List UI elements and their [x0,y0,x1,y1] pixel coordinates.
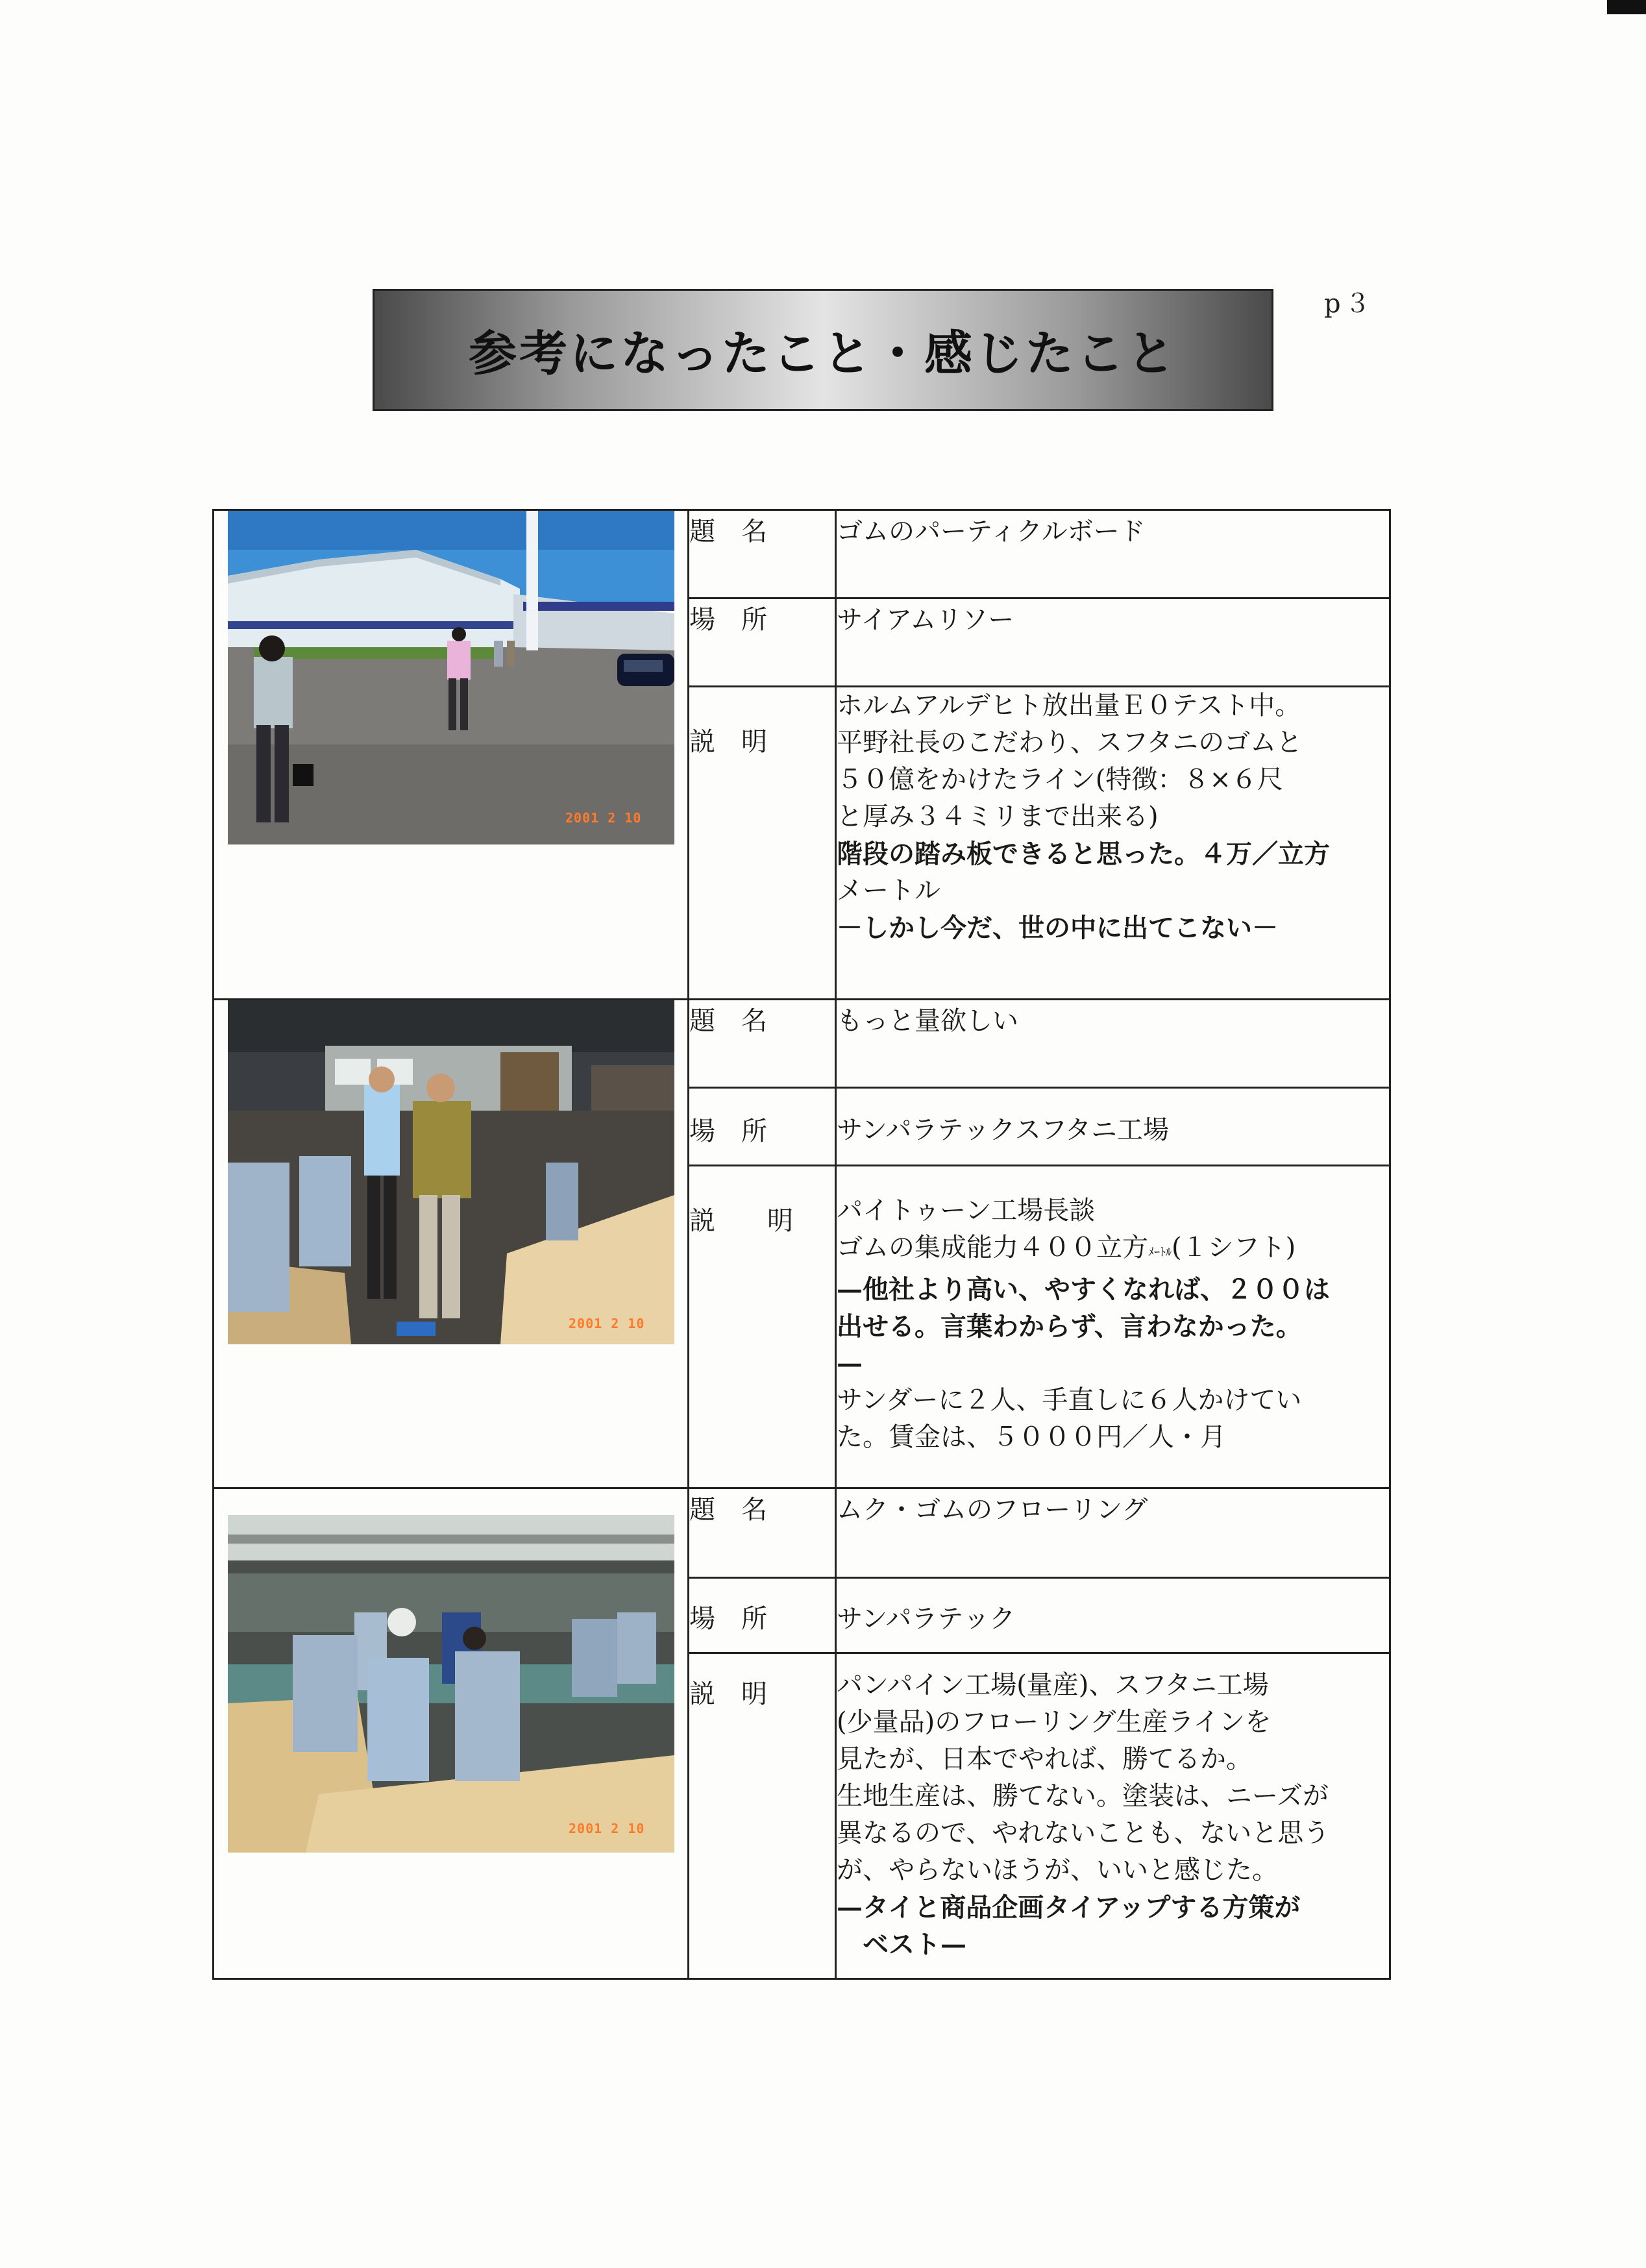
desc-line: 出せる。言葉わからず、言わなかった。 [837,1311,1302,1342]
desc-line: — [837,1348,863,1379]
entry-3-place-label: 場 所 [689,1578,836,1653]
desc-line: が、やらないほうが、いいと感じた。 [837,1855,1278,1885]
entry-1-desc [836,687,1390,1000]
desc-line: —他社より高い、やすくなれば、２００は [837,1274,1330,1305]
desc-line: サンダーに２人、手直しに６人かけてい [837,1385,1302,1415]
entry-2-photo-date: 2001 2 10 [568,1316,645,1331]
entry-1-title-row [214,510,1390,598]
desc-line: 異なるので、やれないことも、ないと思う [837,1818,1330,1848]
page-title-box [373,289,1273,411]
desc-line: た。賃金は、５０００円／人・月 [837,1422,1226,1452]
desc-line: パンパイン工場(量産)、スフタニ工場 [837,1670,1269,1700]
entry-2-desc-label: 説 明 [689,1166,836,1488]
report-table [212,509,1391,1980]
desc-line: 見たが、日本でやれば、勝てるか。 [837,1744,1252,1774]
entry-1-title-value: ゴムのパーティクルボード [836,510,1390,598]
page-title: 参考になったこと・感じたこと [469,326,1177,382]
scan-corner-mark [1607,0,1646,14]
desc-line: 生地生産は、勝てない。塗装は、ニーズが [837,1781,1329,1811]
entry-3-flooring-line-photo [228,1515,674,1853]
entry-2-place-value: サンパラテックスフタニ工場 [836,1088,1390,1166]
entry-3-photo-cell [214,1488,689,1979]
entry-1-place-value: サイアムリソー [836,598,1390,687]
entry-1-photo-cell [214,510,689,1000]
entry-2-title-label: 題 名 [689,1000,836,1088]
desc-line: ホルムアルデヒト放出量Ｅ０テスト中。 [837,691,1301,721]
desc-line [837,1229,1389,1271]
desc-line: パイトゥーン工場長談 [837,1196,1096,1226]
desc-line: と厚み３４ミリまで出来る) [837,802,1159,832]
desc-line: —タイと商品企画タイアップする方策が [837,1892,1301,1923]
desc-line: メートル [837,876,940,906]
desc-line: －しかし今だ、世の中に出てこない－ [837,913,1278,943]
entry-2-desc [836,1166,1390,1488]
entry-3-title-row [214,1488,1390,1578]
entry-3-desc [836,1653,1390,1979]
entry-3-desc-label: 説 明 [689,1653,836,1979]
capacity-unit: ﾒｰﾄﾙ [1148,1246,1172,1259]
desc-line: 平野社長のこだわり、スフタニのゴムと [837,728,1303,758]
capacity-shift: (１シフト) [1172,1233,1296,1263]
entry-3-title-label: 題 名 [689,1488,836,1578]
entry-1-place-label: 場 所 [689,598,836,687]
entry-1-title-label: 題 名 [689,510,836,598]
page-number: p３ [1324,289,1375,319]
entry-3-place-value: サンパラテック [836,1578,1390,1653]
entry-2-photo-cell [214,1000,689,1488]
desc-line: ５０億をかけたライン(特徴：８×６尺 [837,765,1283,795]
entry-3-photo-date: 2001 2 10 [568,1821,645,1836]
entry-2-factory-interior-photo [228,1000,674,1344]
entry-3-title-value: ムク・ゴムのフローリング [836,1488,1390,1578]
capacity-text: ゴムの集成能力４００立方 [837,1233,1148,1263]
entry-1-photo-date: 2001 2 10 [565,810,641,826]
entry-2-title-value: もっと量欲しい [836,1000,1390,1088]
entry-2-title-row [214,1000,1390,1088]
desc-line: (少量品)のフローリング生産ラインを [837,1707,1271,1737]
entry-2-place-label: 場 所 [689,1088,836,1166]
entry-1-factory-exterior-photo [228,511,674,844]
desc-line: ベスト— [837,1929,966,1960]
desc-line: 階段の踏み板できると思った。４万／立方 [837,839,1330,869]
entry-1-desc-label: 説 明 [689,687,836,1000]
